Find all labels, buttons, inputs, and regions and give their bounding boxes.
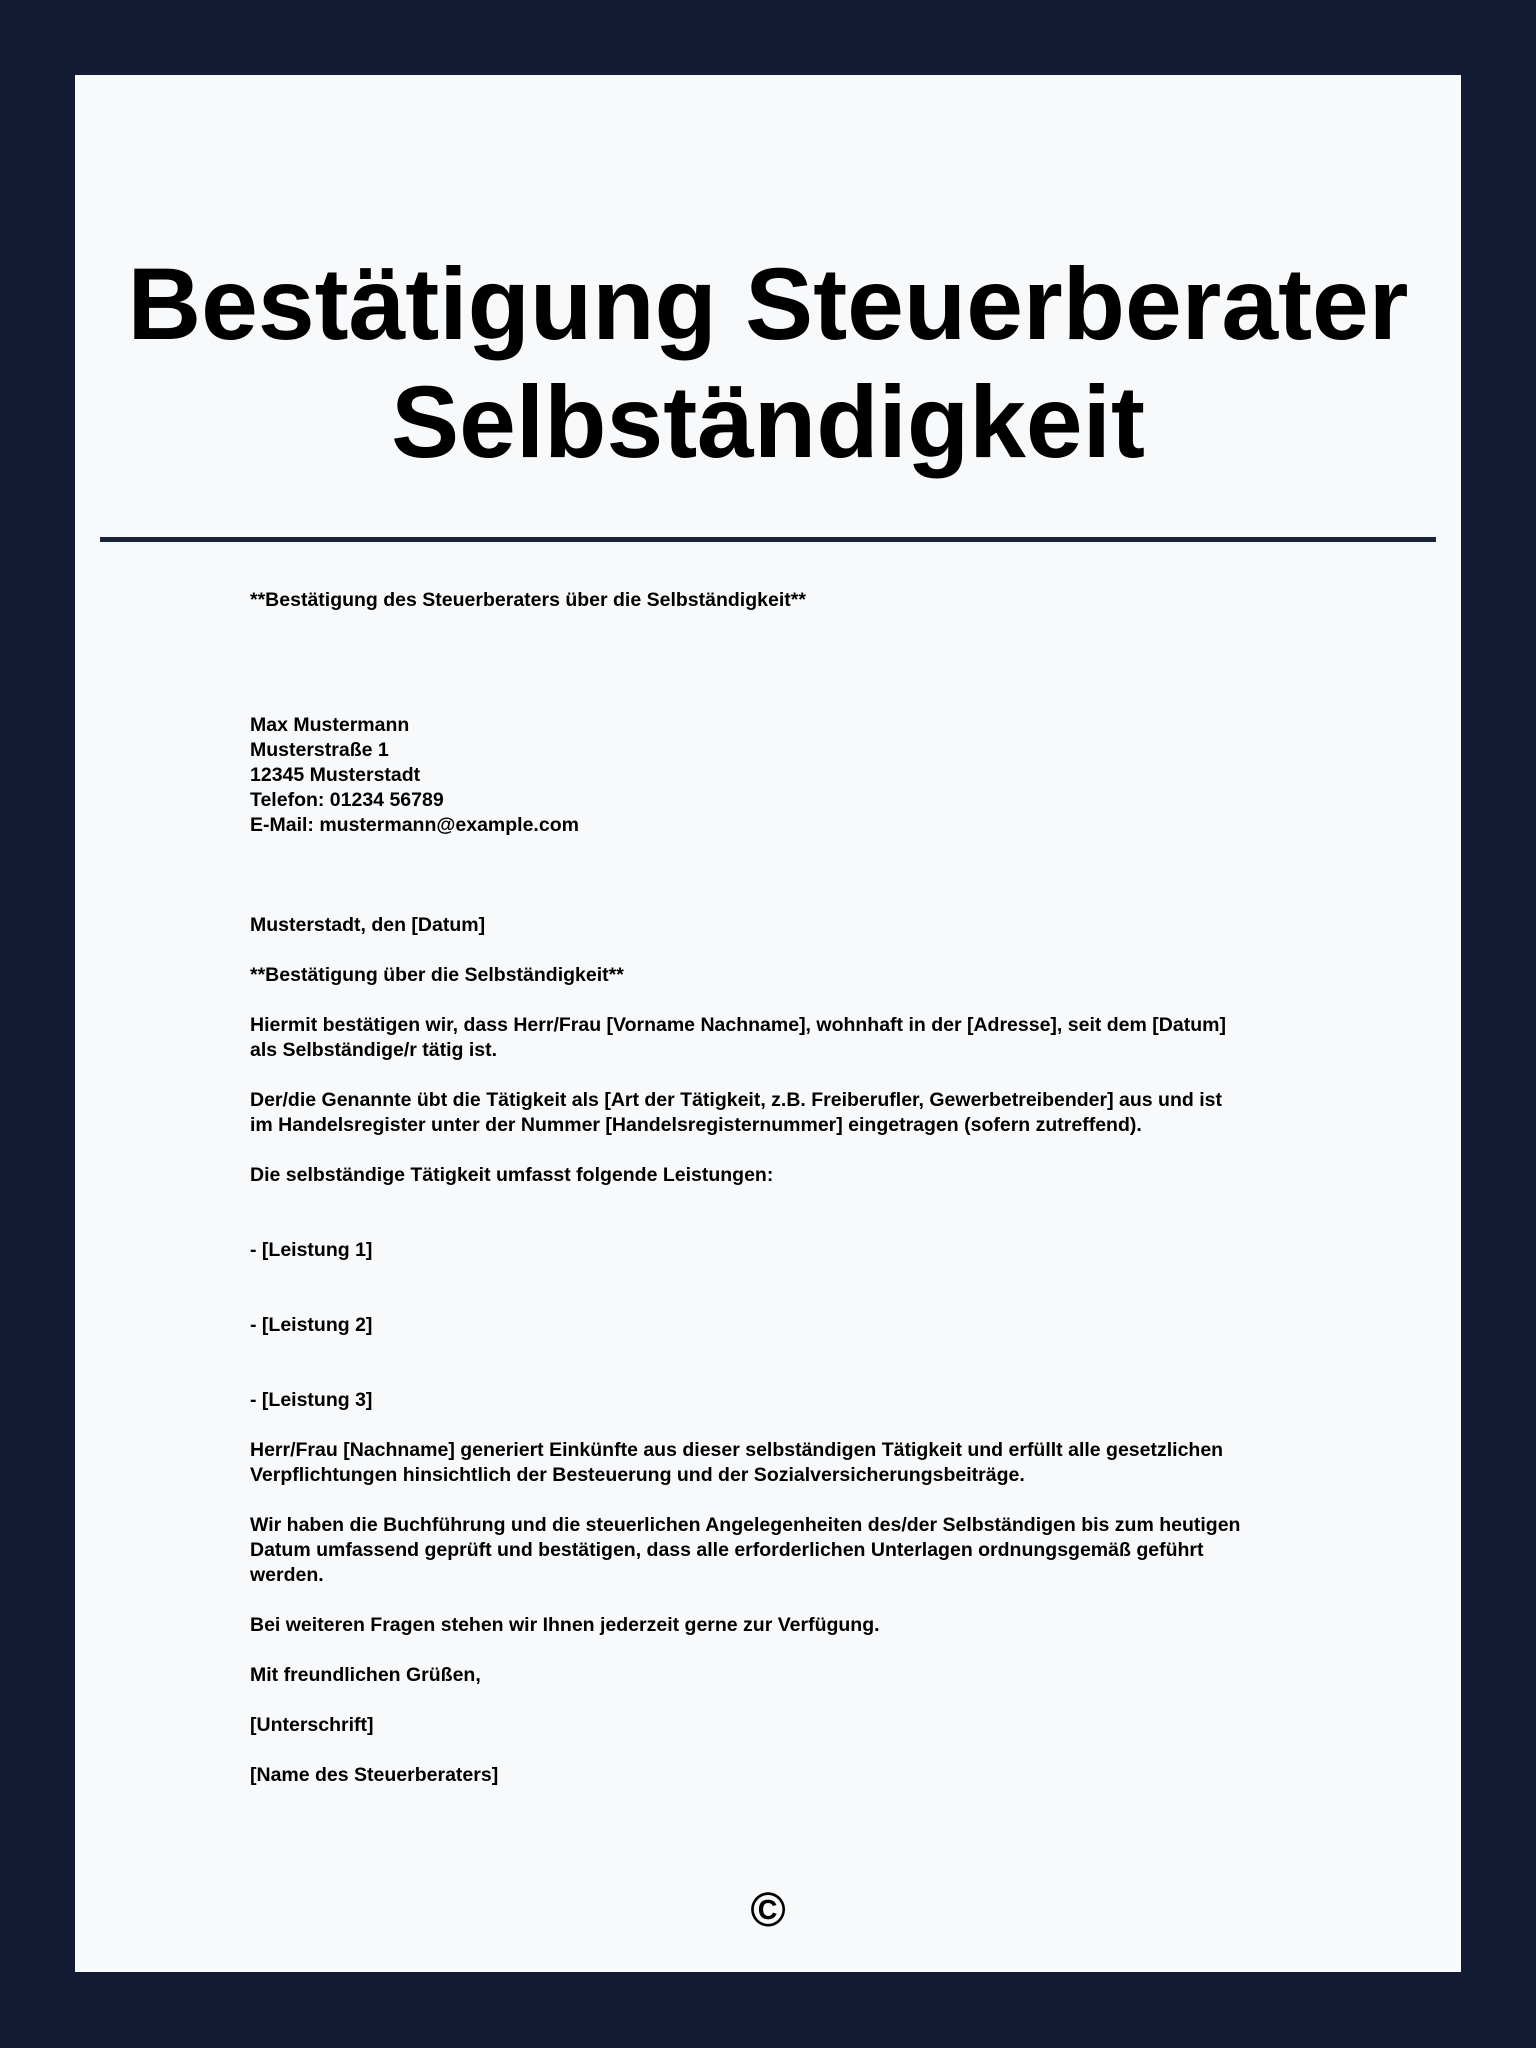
- paragraph-services-intro: Die selbständige Tätigkeit umfasst folgende Leistungen:: [250, 1164, 774, 1186]
- copyright-icon: ©: [750, 1884, 786, 1937]
- title-divider: [100, 537, 1436, 542]
- signature-placeholder: [Unterschrift]: [250, 1714, 374, 1736]
- letter-body: [250, 588, 1360, 1788]
- sender-email: E-Mail: mustermann@example.com: [250, 814, 579, 836]
- advisor-name: [Name des Steuerberaters]: [250, 1764, 499, 1786]
- document-page: [75, 75, 1461, 1972]
- paragraph-questions: Bei weiteren Fragen stehen wir Ihnen jederzeit gerne zur Verfügung.: [250, 1614, 880, 1636]
- sender-name: Max Mustermann: [250, 714, 410, 736]
- letter-heading: **Bestätigung des Steuerberaters über die Selbständigkeit**: [250, 589, 806, 611]
- service-item: - [Leistung 3]: [250, 1389, 373, 1411]
- sender-city: 12345 Musterstadt: [250, 764, 421, 786]
- document-title: Bestätigung Steuerberater Selbständigkeit: [127, 247, 1409, 479]
- paragraph-income: Herr/Frau [Nachname] generiert Einkünfte aus dieser selbständigen Tätigkeit und erfüllt alle gesetzlichen Verpflichtungen hinsichtlich der Besteuerung und der Sozialversicherungsbeiträge.: [250, 1439, 1224, 1486]
- place-date: Musterstadt, den [Datum]: [250, 914, 486, 936]
- letter-subject: **Bestätigung über die Selbständigkeit**: [250, 964, 624, 986]
- sender-block: [250, 713, 1360, 838]
- closing-greeting: Mit freundlichen Grüßen,: [250, 1664, 481, 1686]
- paragraph-activity: Der/die Genannte übt die Tätigkeit als [Art der Tätigkeit, z.B. Freiberufler, Gewerbetreibender] aus und ist im Handelsregister unter der Nummer [Handelsregisternummer] eingetragen (sofern zutreffend).: [250, 1089, 1222, 1136]
- paragraph-confirmation: Hiermit bestätigen wir, dass Herr/Frau [Vorname Nachname], wohnhaft in der [Adresse], seit dem [Datum] als Selbständige/r tätig ist.: [250, 1014, 1226, 1061]
- paragraph-bookkeeping: Wir haben die Buchführung und die steuerlichen Angelegenheiten des/der Selbständigen bis zum heutigen Datum umfassend geprüft und bestätigen, dass alle erforderlichen Unterlagen ordnungsgemäß geführt werden.: [250, 1514, 1241, 1586]
- service-item: - [Leistung 1]: [250, 1239, 373, 1261]
- sender-phone: Telefon: 01234 56789: [250, 789, 444, 811]
- sender-street: Musterstraße 1: [250, 739, 389, 761]
- service-item: - [Leistung 2]: [250, 1314, 373, 1336]
